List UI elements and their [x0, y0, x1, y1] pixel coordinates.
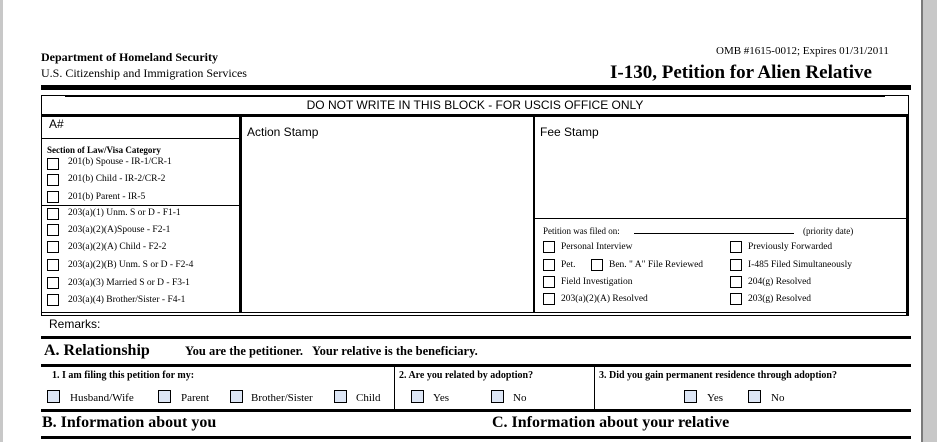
a-number-label: A# — [49, 117, 64, 131]
cat-201b-spouse-checkbox[interactable] — [47, 158, 59, 170]
cat-203a3-checkbox[interactable] — [47, 277, 59, 289]
cat-203a1-checkbox[interactable] — [47, 208, 59, 220]
resolved-204g-label: 204(g) Resolved — [748, 277, 812, 287]
ben-a-file-label: Ben. " A" File Reviewed — [609, 260, 704, 270]
petition-filed-on-label: Petition was filed on: — [543, 226, 620, 236]
cat-201b-parent-checkbox[interactable] — [47, 191, 59, 203]
a-number-rule — [41, 138, 239, 139]
agency-name: Department of Homeland Security — [41, 50, 218, 64]
resolved-204g-checkbox[interactable] — [730, 276, 742, 288]
cat-203a2a-child-checkbox[interactable] — [47, 241, 59, 253]
section-of-law-label: Section of Law/Visa Category — [47, 145, 161, 155]
banner-bottom-rule — [41, 114, 909, 117]
pet-checkbox[interactable] — [543, 259, 555, 271]
cat-203a4-label: 203(a)(4) Brother/Sister - F4-1 — [68, 295, 186, 305]
q2-label: 2. Are you related by adoption? — [399, 370, 534, 381]
section-c-heading: C. Information about your relative — [492, 414, 730, 431]
office-right-rule — [906, 114, 909, 316]
q1-parent-label: Parent — [181, 392, 210, 404]
category-group-rule — [41, 205, 239, 206]
pet-label: Pet. — [561, 260, 576, 270]
cat-203a1-label: 203(a)(1) Unm. S or D - F1-1 — [68, 208, 181, 218]
cat-203a2a-spouse-checkbox[interactable] — [47, 224, 59, 236]
resolved-203a2a-checkbox[interactable] — [543, 293, 555, 305]
office-bottom-rule — [41, 312, 909, 313]
field-investigation-checkbox[interactable] — [543, 276, 555, 288]
fee-stamp-rule — [535, 218, 906, 219]
q3-yes-checkbox[interactable] — [684, 390, 697, 403]
cat-203a4-checkbox[interactable] — [47, 294, 59, 306]
q1-brother-sister-checkbox[interactable] — [230, 390, 243, 403]
cat-203a2a-child-label: 203(a)(2)(A) Child - F2-2 — [68, 242, 167, 252]
i485-filed-checkbox[interactable] — [730, 259, 742, 271]
section-bc-rule — [41, 409, 911, 412]
action-stamp-label: Action Stamp — [247, 125, 319, 139]
cat-203a3-label: 203(a)(3) Married S or D - F3-1 — [68, 278, 190, 288]
subagency-name: U.S. Citizenship and Immigration Services — [41, 66, 247, 80]
previously-forwarded-label: Previously Forwarded — [748, 242, 833, 252]
section-a-subtitle: You are the petitioner. Your relative is the beneficiary. — [185, 344, 478, 358]
i485-filed-label: I-485 Filed Simultaneously — [748, 260, 852, 270]
header-rule — [41, 85, 911, 90]
q-divider-2 — [594, 367, 595, 410]
page-edge-right — [923, 0, 937, 442]
resolved-203a2a-label: 203(a)(2)(A) Resolved — [561, 294, 648, 304]
cat-201b-child-label: 201(b) Child - IR-2/CR-2 — [68, 174, 166, 184]
cat-203a2b-checkbox[interactable] — [47, 259, 59, 271]
priority-date-label: (priority date) — [803, 226, 854, 236]
cat-203a2a-spouse-label: 203(a)(2)(A)Spouse - F2-1 — [68, 225, 171, 235]
col-divider-2 — [533, 117, 535, 313]
resolved-203g-label: 203(g) Resolved — [748, 294, 812, 304]
fee-stamp-label: Fee Stamp — [540, 125, 599, 139]
q1-child-label: Child — [356, 392, 381, 404]
remarks-label: Remarks: — [49, 317, 101, 331]
q3-no-checkbox[interactable] — [748, 390, 761, 403]
ben-a-file-checkbox[interactable] — [591, 259, 603, 271]
q-divider-1 — [394, 367, 395, 410]
resolved-203g-checkbox[interactable] — [730, 293, 742, 305]
q3-no-label: No — [771, 392, 785, 404]
section-bc-bottom-rule — [41, 436, 911, 439]
previously-forwarded-checkbox[interactable] — [730, 241, 742, 253]
q1-husband-wife-label: Husband/Wife — [70, 392, 134, 404]
q1-husband-wife-checkbox[interactable] — [47, 390, 60, 403]
q1-brother-sister-label: Brother/Sister — [251, 392, 313, 404]
q1-parent-checkbox[interactable] — [158, 390, 171, 403]
section-a-rule — [41, 364, 911, 367]
page-edge-left — [0, 0, 3, 442]
section-a-heading: A. Relationship — [44, 342, 150, 359]
q1-child-checkbox[interactable] — [334, 390, 347, 403]
form-title: I-130, Petition for Alien Relative — [610, 62, 872, 83]
cat-203a2b-label: 203(a)(2)(B) Unm. S or D - F2-4 — [68, 260, 194, 270]
office-banner: DO NOT WRITE IN THIS BLOCK - FOR USCIS OFFICE ONLY — [306, 98, 644, 112]
q2-no-label: No — [513, 392, 527, 404]
field-investigation-label: Field Investigation — [561, 277, 633, 287]
remarks-bottom-rule — [41, 336, 911, 339]
omb-number: OMB #1615-0012; Expires 01/31/2011 — [716, 45, 889, 57]
q3-label: 3. Did you gain permanent residence through adoption? — [599, 370, 837, 381]
section-b-heading: B. Information about you — [42, 414, 217, 431]
col-divider-1 — [239, 117, 242, 313]
q2-no-checkbox[interactable] — [491, 390, 504, 403]
q2-yes-label: Yes — [433, 392, 450, 404]
q2-yes-checkbox[interactable] — [411, 390, 424, 403]
filed-on-line[interactable] — [634, 233, 794, 234]
q3-yes-label: Yes — [707, 392, 724, 404]
personal-interview-checkbox[interactable] — [543, 241, 555, 253]
personal-interview-label: Personal Interview — [561, 242, 633, 252]
cat-201b-parent-label: 201(b) Parent - IR-5 — [68, 192, 146, 202]
cat-201b-child-checkbox[interactable] — [47, 174, 59, 186]
cat-201b-spouse-label: 201(b) Spouse - IR-1/CR-1 — [68, 157, 172, 167]
banner-top-rule — [65, 95, 885, 97]
q1-label: 1. I am filing this petition for my: — [52, 370, 195, 381]
